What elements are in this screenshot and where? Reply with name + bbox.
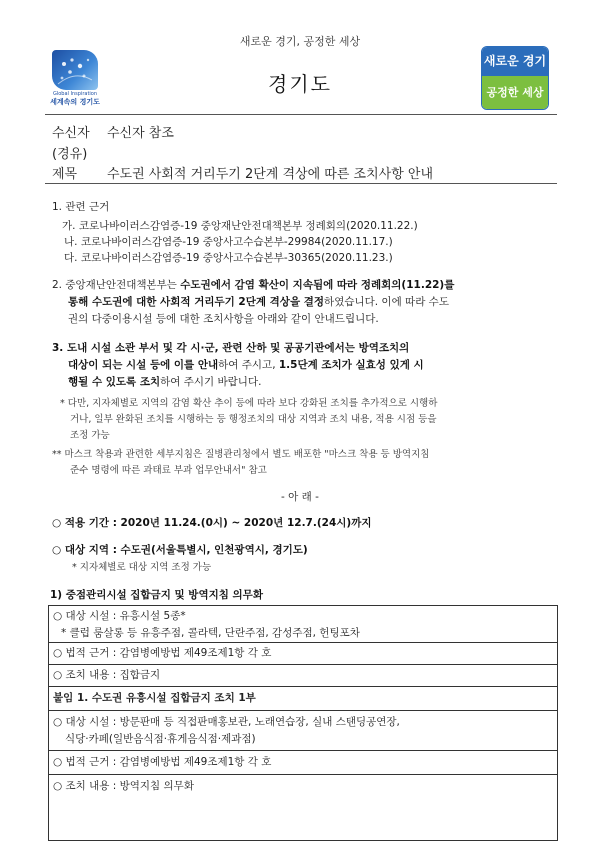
section2-line2a: 통해 수도권에 대한 사회적 거리두기 2단계 격상을 결정 [68, 296, 325, 308]
header-rule [45, 114, 557, 115]
section2-line1 [52, 277, 454, 294]
section3-line3 [68, 374, 261, 391]
section2-line3: 권의 다중이용시설 등에 대한 조치사항을 아래와 같이 안내드립니다. [68, 313, 379, 325]
recipient-value: 수신자 참조 [107, 126, 174, 141]
subject-row [52, 163, 433, 182]
box1-legal: ○ 법적 근거 : 감염병예방법 제49조제1항 각 호 [53, 647, 272, 659]
slogan-badge-bottom: 공정한 세상 [482, 76, 548, 109]
recipient-row [52, 122, 174, 141]
section3-line2 [68, 357, 424, 374]
section3-line3b: 하여 주시기 바랍니다. [160, 376, 262, 388]
org-name: 경기도 [268, 72, 332, 96]
measures-box [48, 605, 558, 841]
section3-note2-line2: 준수 명령에 따른 과태료 부과 업무안내서" 참고 [70, 465, 267, 476]
section3-line3a: 행될 수 있도록 조치 [68, 376, 161, 388]
section3-line2c: 1.5단계 조치가 실효성 있게 시 [278, 359, 424, 371]
area-note: * 지자체별로 대상 지역 조정 가능 [72, 562, 212, 573]
box1-target-note: * 클럽 룸살롱 등 유흥주점, 콜라텍, 단란주점, 감성주점, 헌팅포차 [61, 627, 360, 639]
subject-value: 수도권 사회적 거리두기 2단계 격상에 따른 조치사항 안내 [107, 167, 434, 182]
slogan-badge-top: 새로운 경기 [482, 47, 548, 76]
section3-note2-line1: ** 마스크 착용과 관련한 세부지침은 질병관리청에서 별도 배포한 "마스크 착용 등 방역지침 [52, 449, 430, 460]
meta-rule [45, 183, 557, 184]
attachment-line: 붙임 1. 수도권 유흥시설 집합금지 조치 1부 [53, 692, 256, 704]
section3-note1-line2: 거나, 일부 완화된 조치를 시행하는 등 행정조치의 대상 지역과 조치 내용, 적용 시점 등을 [70, 414, 437, 425]
box2-target: ○ 대상 시설 : 방문판매 등 직접판매홍보관, 노래연습장, 실내 스탠딩공연장, [53, 716, 400, 728]
via-row: (경유) [52, 147, 88, 162]
section2-line2 [68, 294, 449, 311]
gyeonggi-logo [42, 50, 108, 108]
slogan: 새로운 경기, 공정한 세상 [239, 35, 361, 48]
logo-subtitle-ko: 세계속의 경기도 [50, 98, 100, 106]
section3-note1-line3: 조정 가능 [70, 430, 110, 441]
recipient-key: 수신자 [52, 126, 90, 141]
box2-target-cont: 식당·카페(일반음식점·휴게음식점·제과점) [65, 733, 256, 745]
box2-action: ○ 조치 내용 : 방역지침 의무화 [53, 780, 194, 792]
box1-action: ○ 조치 내용 : 집합금지 [53, 669, 161, 681]
section2-line2b: 하였습니다. 이에 따라 수도 [324, 296, 449, 308]
section3-note1-line1: * 다만, 지자체별로 지역의 감염 확산 추이 등에 따라 보다 강화된 조치를 추가적으로 시행하 [60, 398, 438, 409]
section3-line1: 3. 도내 시설 소관 부서 및 각 시·군, 관련 산하 및 공공기관에서는 방역조치의 [52, 342, 410, 354]
slogan-badge [481, 46, 549, 110]
logo-subtitle-en: Global Inspiration [52, 91, 98, 97]
subject-key: 제목 [52, 167, 78, 182]
box1-target: ○ 대상 시설 : 유흥시설 5종* [53, 610, 186, 622]
section3-line2a: 대상이 되는 시설 등에 이를 안내 [68, 359, 219, 371]
area-line: ○ 대상 지역 : 수도권(서울특별시, 인천광역시, 경기도) [52, 544, 308, 556]
section2-line1a: 2. 중앙재난안전대책본부는 [52, 279, 181, 291]
logo-mark-icon [52, 50, 98, 90]
box2-legal: ○ 법적 근거 : 감염병예방법 제49조제1항 각 호 [53, 756, 272, 768]
section3-line2b: 하여 주시고, [218, 359, 279, 371]
section1-item-b: 나. 코로나바이러스감염증-19 중앙사고수습본부-29984(2020.11.17.) [64, 236, 393, 248]
below-marker: - 아 래 - [281, 491, 319, 503]
section1-title: 1. 관련 근거 [52, 201, 110, 213]
section1-item-c: 다. 코로나바이러스감염증-19 중앙사고수습본부-30365(2020.11.23.) [64, 252, 393, 264]
section1-item-a: 가. 코로나바이러스감염증-19 중앙재난안전대책본부 정례회의(2020.11.22.) [62, 220, 418, 232]
section2-line1b: 수도권에서 감염 확산이 지속됨에 따라 정례회의(11.22)를 [180, 279, 455, 291]
section-1-heading: 1) 중점관리시설 집합금지 및 방역지침 의무화 [50, 589, 263, 601]
period-line: ○ 적용 기간 : 2020년 11.24.(0시) ~ 2020년 12.7.(24시)까지 [52, 517, 372, 529]
